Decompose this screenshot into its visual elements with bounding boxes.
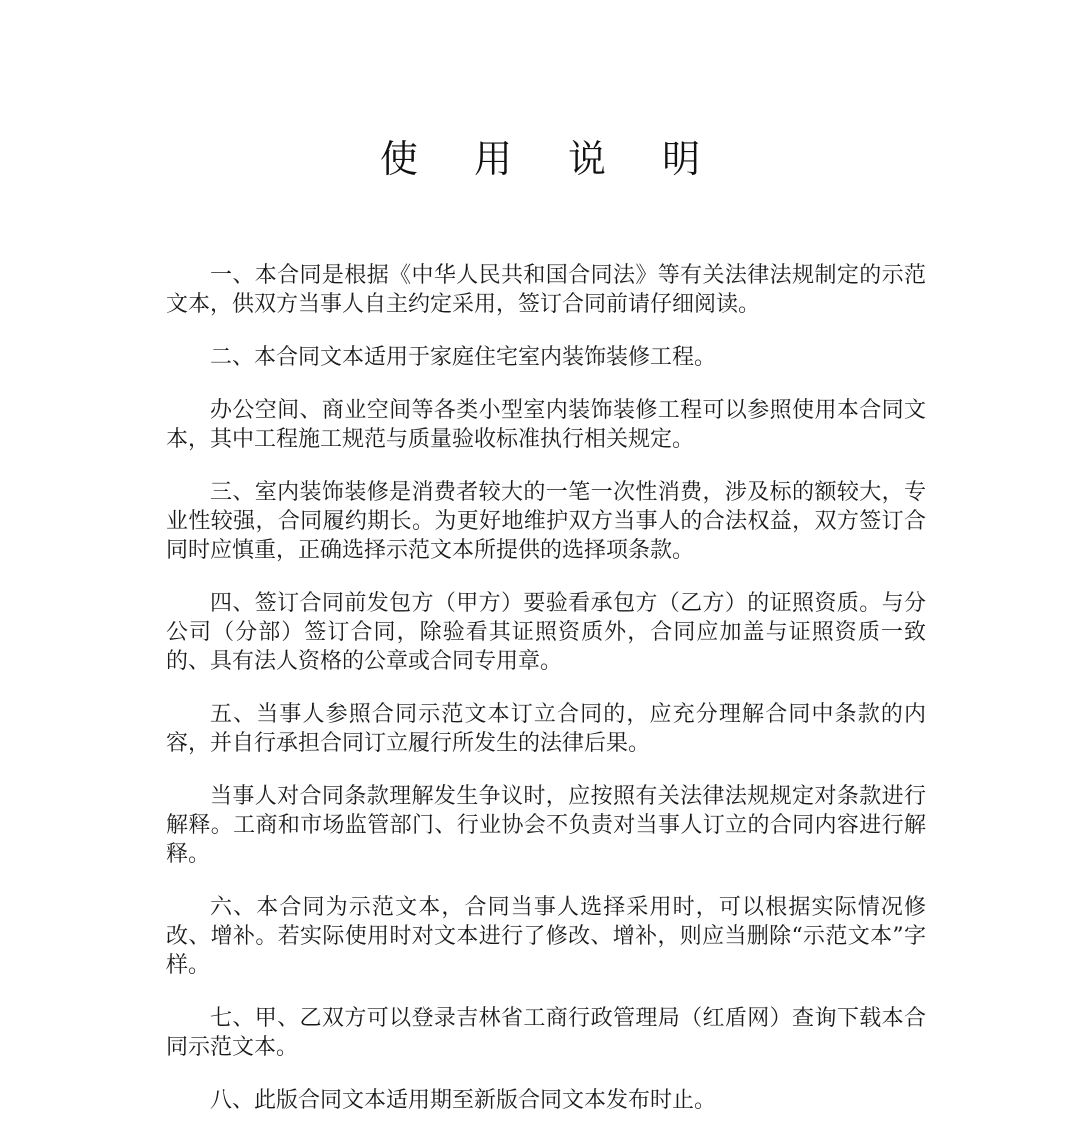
paragraph-5: 四、签订合同前发包方（甲方）要验看承包方（乙方）的证照资质。与分公司（分部）签订合同，除验看其证照资质外，合同应加盖与证照资质一致的、具有法人资格的公章或合同专用章。: [166, 591, 926, 674]
paragraph-4: 三、室内装饰装修是消费者较大的一笔一次性消费，涉及标的额较大，专业性较强，合同履约期长。为更好地维护双方当事人的合法权益，双方签订合同时应慎重，正确选择示范文本所提供的选择项条款。: [166, 480, 926, 563]
paragraph-3: 办公空间、商业空间等各类小型室内装饰装修工程可以参照使用本合同文本，其中工程施工规范与质量验收标准执行相关规定。: [166, 398, 926, 452]
paragraph-10: 八、此版合同文本适用期至新版合同文本发布时止。: [210, 1088, 717, 1113]
paragraph-8: 六、本合同为示范文本，合同当事人选择采用时，可以根据实际情况修改、增补。若实际使用时对文本进行了修改、增补，则应当删除“示范文本”字样。: [166, 895, 926, 978]
document-body: [166, 261, 926, 1139]
paragraph-7: 当事人对合同条款理解发生争议时，应按照有关法律法规规定对条款进行解释。工商和市场监管部门、行业协会不负责对当事人订立的合同内容进行解释。: [166, 784, 926, 867]
paragraph-2: 二、本合同文本适用于家庭住宅室内装饰装修工程。: [210, 345, 717, 370]
paragraph-1: 一、本合同是根据《中华人民共和国合同法》等有关法律法规制定的示范文本，供双方当事人自主约定采用，签订合同前请仔细阅读。: [166, 263, 926, 317]
page-title: 使 用 说 明: [379, 137, 723, 181]
paragraph-9: 七、甲、乙双方可以登录吉林省工商行政管理局（红盾网）查询下载本合同示范文本。: [166, 1006, 926, 1060]
paragraph-6: 五、当事人参照合同示范文本订立合同的，应充分理解合同中条款的内容，并自行承担合同订立履行所发生的法律后果。: [166, 702, 926, 756]
